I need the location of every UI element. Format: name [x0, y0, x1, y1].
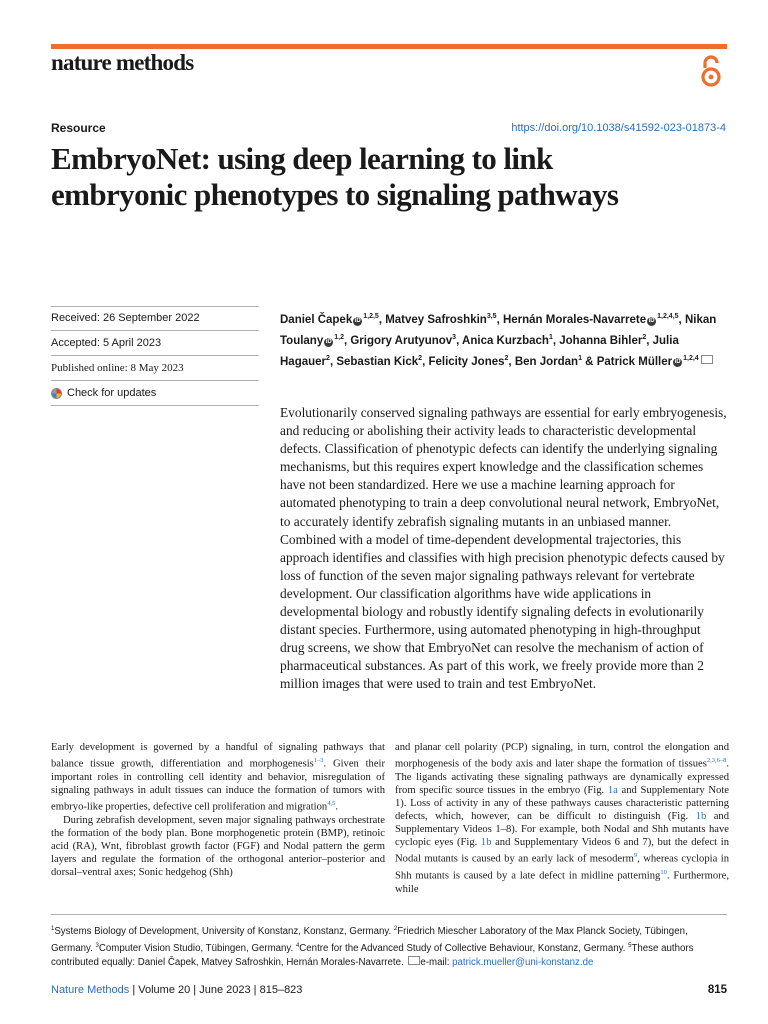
author-affiliation: 1,2,5: [363, 313, 379, 320]
author-affiliation: 2: [326, 354, 330, 362]
check-for-updates-button[interactable]: [51, 387, 156, 399]
author-affiliation: 1,2,4,5: [657, 313, 679, 320]
author-name[interactable]: Ben Jordan: [514, 355, 579, 368]
body-column-right: [395, 741, 729, 896]
divider: [51, 306, 259, 307]
author-affiliation: 1: [578, 354, 582, 362]
body-column-left: [51, 741, 385, 879]
article-type: Resource: [51, 121, 106, 135]
check-updates-label: Check for updates: [67, 387, 157, 399]
author-name[interactable]: Felicity Jones: [428, 355, 505, 368]
open-access-lock-icon: [697, 54, 725, 88]
received-date: Received: 26 September 2022: [51, 312, 200, 324]
orcid-icon[interactable]: iD: [674, 359, 681, 366]
footnote-divider: [51, 914, 727, 915]
footer-volume: Volume 20: [138, 984, 191, 996]
author-name[interactable]: Daniel Čapek: [280, 313, 353, 326]
author-name[interactable]: Johanna Bihler: [559, 334, 643, 347]
author-name[interactable]: Nikan Toulany: [280, 313, 717, 347]
citation-link[interactable]: 1–3: [313, 757, 324, 765]
author-affiliation: 3,5: [486, 313, 497, 320]
citation-link[interactable]: 10: [660, 868, 667, 876]
author-affiliation: 2: [642, 333, 647, 341]
author-affiliation: 2: [418, 354, 423, 362]
footer-date: June 2023: [199, 984, 251, 996]
divider: [51, 355, 259, 356]
author-affiliation: 1: [548, 333, 553, 341]
author-affiliation: 1,2: [334, 333, 344, 341]
email-link[interactable]: patrick.mueller@uni-konstanz.de: [452, 957, 594, 969]
page-number: 815: [707, 984, 727, 996]
author-affiliation: 3: [452, 333, 457, 341]
footer-citation: Nature Methods | Volume 20 | June 2023 | 815–823: [51, 984, 303, 996]
article-title: EmbryoNet: using deep learning to link embryonic phenotypes to signaling pathways: [51, 141, 619, 212]
author-name[interactable]: Patrick Müller: [596, 355, 673, 368]
figure-link[interactable]: 1b: [695, 811, 707, 822]
body-paragraph: During zebrafish development, seven major signaling pathways orchestrate the formation of the body plan. Bone morphogenetic protein (BMP), retinoic acid (RA), Wnt, fibroblast growth factor (FGF) and Nodal pattern the germ layers and regulate the formation of the orthogonal anterior–posterior and dorsal–ventral axes; Sonic hedgehog (Shh): [51, 814, 385, 878]
figure-link[interactable]: 1b: [480, 837, 492, 849]
top-accent-bar: [51, 44, 727, 49]
body-paragraph: and planar cell polarity (PCP) signaling, in turn, control the elongation and morphogenesis of the body axis and later shape the formation of tissues$^{2,3,6-8}$. The ligands activating these signaling pathways are dynamically expressed from specific source tissues in the embryo (Fig. 1a and Supplementary Note 1). Loss of activity in any of these pathways causes characteristic patterning defects, which, however, can be difficult to distinguish (Fig. 1b and Supplementary Videos 1–8). For example, both Nodal and Shh mutants have cyclopic eyes (Fig. 1b and Supplementary Videos 6 and 7), but the defect in Nodal mutants is caused by an early lack of mesoderm$^9$, whereas cyclopia in Shh mutants is caused by a late defect in midline patterning$^{10}$. Furthermore, while: [395, 742, 729, 895]
figure-link[interactable]: 1a: [607, 784, 618, 796]
author-name[interactable]: Sebastian Kick: [336, 355, 419, 368]
abstract: Evolutionarily conserved signaling pathways are essential for early embryogenesis, and reducing or abolishing their activity leads to characteristic developmental defects. Classification of phenotypic defects can identify the underlying signaling mechanisms, but this requires expert knowledge and the classification schemes have not been standardized. Here we use a machine learning approach for automated phenotyping to train a deep convolutional neural network, EmbryoNet, to accurately identify zebrafish signaling mutants in an unbiased manner. Combined with a model of time-dependent developmental trajectories, this approach identifies and classifies with high precision phenotypic defects caused by loss of function of the seven major signaling pathways relevant for vertebrate development. Our classification algorithms have wide applications in developmental biology and robustly identify signaling defects in evolutionarily distant species. Furthermore, using automated phenotyping in high-throughput drug screens, we show that EmbryoNet can resolve the mechanism of action of pharmaceutical substances. As part of this work, we freely provide more than 2 million images that were used to train and test EmbryoNet.: [280, 405, 727, 692]
author-affiliation: 2: [504, 354, 509, 362]
author-name[interactable]: Grigory Arutyunov: [350, 334, 453, 347]
footer-pages: 815–823: [259, 984, 303, 996]
email-icon[interactable]: [701, 355, 713, 364]
check-updates-icon: [51, 388, 62, 399]
author-affiliation: 1,2,4: [683, 354, 699, 362]
affiliations-footnote: $^1$Systems Biology of Development, University of Konstanz, Konstanz, Germany. $^2$Friedrich Miescher Laboratory of the Max Planck Society, Tübingen, Germany. $^3$Computer Vision Studio, Tübingen, Germany. $^4$Centre for the Advanced Study of Collective Behaviour, Konstanz, Germany. $^5$These authors contributed equally: Daniel Čapek, Matvey Safroshkin, Hernán Morales-Navarrete. e-mail: patrick.mueller@uni-konstanz.de: [51, 926, 694, 969]
author-list: Daniel Čapek iD$^{1,2,5}$, Matvey Safroshkin$^{3,5}$, Hernán Morales-Navarrete iD$^{1,2,4,5}$, Nikan Toulany iD$^{1,2}$, Grigory Arutyunov$^3$, Anica Kurzbach$^1$, Johanna Bihler$^2$, Julia Hagauer$^2$, Sebastian Kick$^2$, Felicity Jones$^2$, Ben Jordan$^1$ & Patrick Müller iD$^{1,2,4}$: [280, 313, 717, 368]
email-icon: [408, 956, 420, 965]
author-name[interactable]: Anica Kurzbach: [462, 334, 549, 347]
doi-link[interactable]: https://doi.org/10.1038/s41592-023-01873-4: [511, 122, 726, 134]
orcid-icon[interactable]: iD: [325, 338, 332, 345]
author-name[interactable]: Hernán Morales-Navarrete: [502, 313, 647, 326]
orcid-icon[interactable]: iD: [354, 317, 361, 324]
author-name[interactable]: Julia Hagauer: [280, 334, 679, 368]
divider: [51, 330, 259, 331]
body-paragraph: Early development is governed by a handful of signaling pathways that balance tissue growth, differentiation and morphogenesis$^{1-3}$. Given their important roles in controlling cell identity and behavior, misregulation of signaling pathways in adult tissues can induce the formation of tumors with embryo-like properties, defective cell proliferation and migration$^{4,5}$.: [51, 742, 386, 813]
citation-link[interactable]: 9: [633, 852, 638, 860]
journal-name: nature methods: [51, 50, 194, 75]
divider: [51, 380, 259, 381]
citation-link[interactable]: 2,3,6–8: [706, 757, 727, 765]
orcid-icon[interactable]: iD: [648, 317, 655, 324]
citation-link[interactable]: 4,5: [327, 799, 336, 807]
divider: [51, 405, 259, 406]
footer-journal: Nature Methods: [51, 984, 130, 996]
published-date: Published online: 8 May 2023: [51, 362, 184, 374]
author-name[interactable]: Matvey Safroshkin: [385, 313, 487, 326]
accepted-date: Accepted: 5 April 2023: [51, 337, 162, 349]
